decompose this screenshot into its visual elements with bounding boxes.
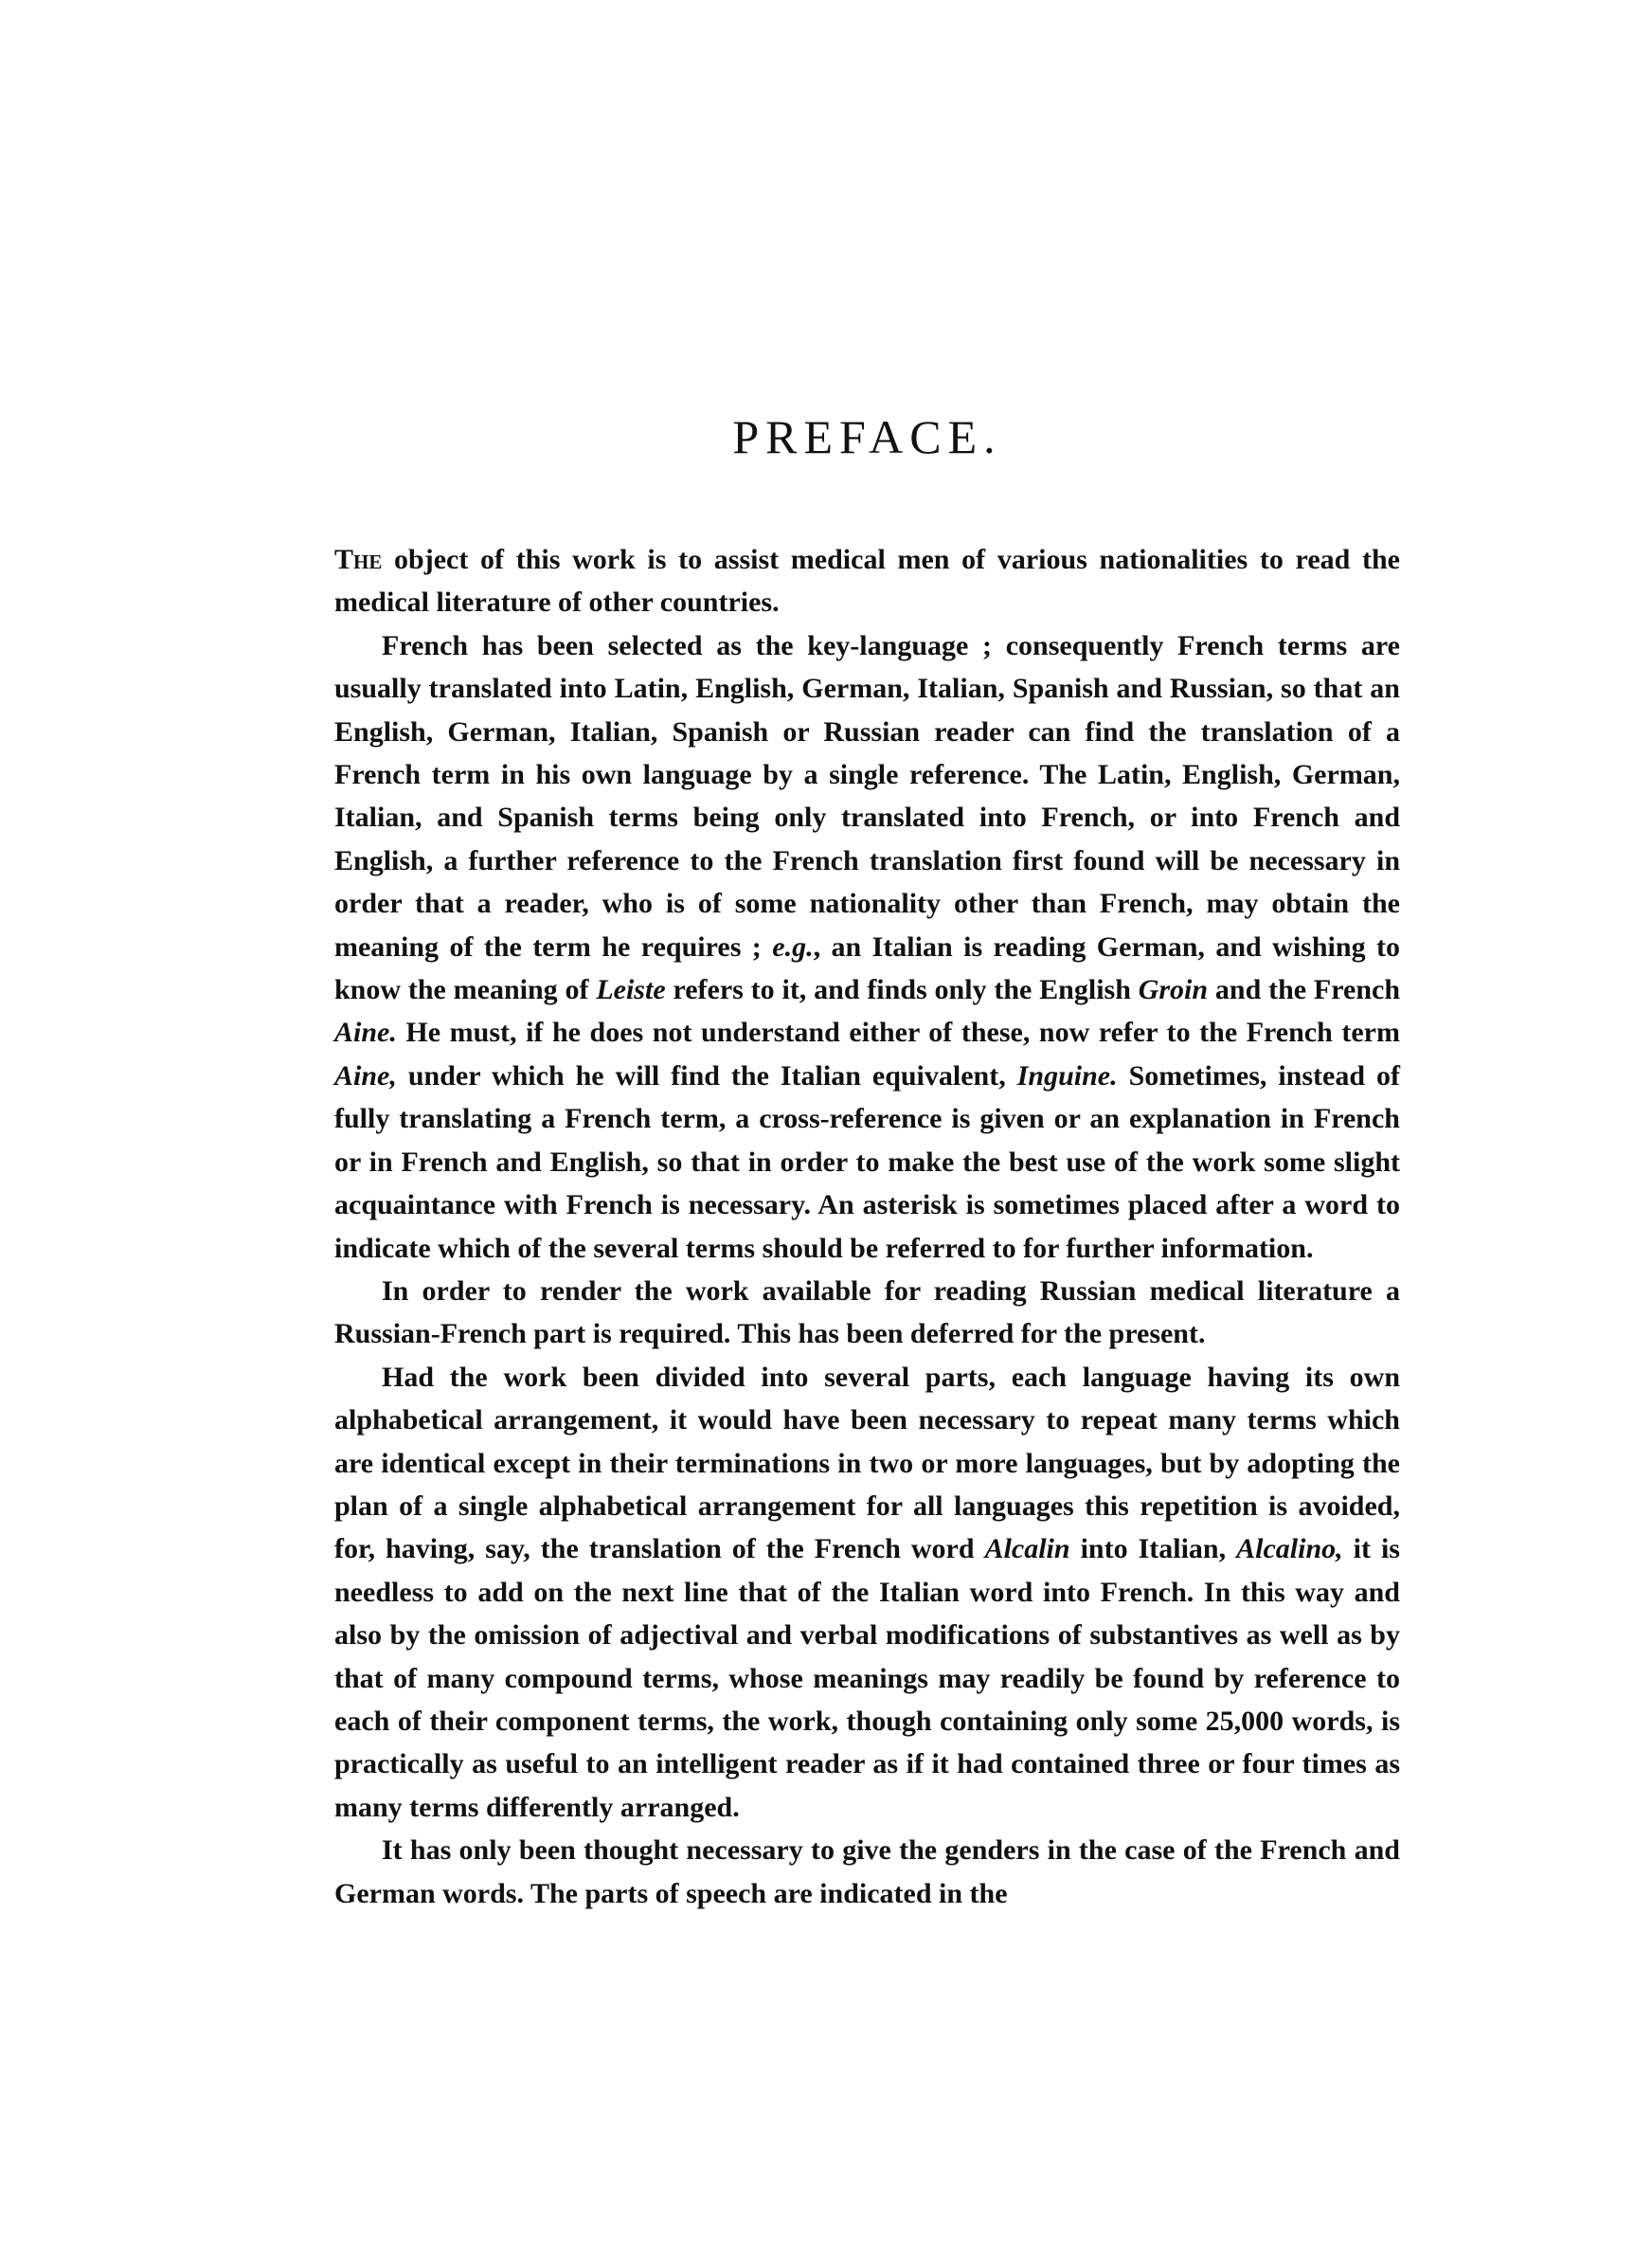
- paragraph-4: [334, 1356, 1400, 1829]
- document-page: [334, 0, 1400, 2257]
- paragraph-3: [334, 1270, 1400, 1356]
- paragraph-1-lead: The: [334, 544, 383, 575]
- paragraph-2-italic-inguine: Inguine.: [1016, 1059, 1118, 1092]
- paragraph-2-text-3: refers to it, and finds only the English: [665, 974, 1139, 1006]
- paragraph-2-italic-aine-2: Aine,: [334, 1059, 397, 1092]
- paragraph-3-text: In order to render the work available for reading Russian medical literature a Russian-French part is required. This has been deferred for the present.: [334, 1274, 1400, 1350]
- paragraph-2-text-6: under which he will find the Italian equivalent,: [396, 1059, 1017, 1092]
- paragraph-2-text-4: and the French: [1208, 974, 1401, 1006]
- page-title: PREFACE.: [732, 410, 1002, 463]
- paragraph-2-text-5: He must, if he does not understand either of these, now refer to the French term: [396, 1017, 1400, 1049]
- paragraph-1: [334, 538, 1400, 624]
- preface-body: [334, 538, 1400, 1915]
- paragraph-5: [334, 1829, 1400, 1915]
- paragraph-2-italic-aine-1: Aine.: [334, 1017, 397, 1049]
- paragraph-2-italic-eg: e.g.: [772, 930, 814, 963]
- paragraph-5-text: It has only been thought necessary to give the genders in the case of the French and German words. The parts of speech are indicated in the: [334, 1834, 1400, 1909]
- paragraph-2-text-7: Sometimes, instead of fully translating a French term, a cross-reference is given or an explanation in French or in French and English, so that in order to make the best use of the work some slight acquaintance with French is necessary. An asterisk is sometimes placed after a word to indicate which of the several terms should be referred to for further information.: [334, 1059, 1400, 1264]
- paragraph-2: [334, 624, 1400, 1270]
- paragraph-1-text: object of this work is to assist medical men of various nationalities to read the medical literature of other countries.: [334, 544, 1400, 619]
- paragraph-2-text-2: , an Italian is reading German, and wishing to know the meaning of: [334, 930, 1400, 1006]
- paragraph-4-italic-alcalino: Alcalino,: [1236, 1533, 1343, 1565]
- paragraph-4-text-1: Had the work been divided into several parts, each language having its own alphabetical arrangement, it would have been necessary to repeat many terms which are identical except in their terminations in two or more languages, but by adopting the plan of a single alphabetical arrangement for all languages this repetition is avoided, for, having, say, the translation of the French word: [334, 1361, 1400, 1565]
- paragraph-2-text-1: French has been selected as the key-language ; consequently French terms are usually translated into Latin, English, German, Italian, Spanish and Russian, so that an English, German, Italian, Spanish or Russian reader can find the translation of a French term in his own language by a single reference. The Latin, English, German, Italian, and Spanish terms being only translated into French, or into French and English, a further reference to the French translation first found will be necessary in order that a reader, who is of some nationality other than French, may obtain the meaning of the term he requires ;: [334, 629, 1400, 963]
- paragraph-2-italic-leiste: Leiste: [596, 974, 666, 1006]
- paragraph-4-text-3: it is needless to add on the next line that of the Italian word into French. In this way and also by the omission of adjectival and verbal modifications of substantives as well as by that of many compound terms, whose meanings may readily be found by reference to each of their component terms, the work, though containing only some 25,000 words, is practically as useful to an intelligent reader as if it had contained three or four times as many terms differently arranged.: [334, 1533, 1400, 1823]
- paragraph-4-italic-alcalin: Alcalin: [984, 1533, 1070, 1565]
- paragraph-2-italic-groin: Groin: [1138, 974, 1209, 1006]
- paragraph-4-text-2: into Italian,: [1069, 1533, 1237, 1565]
